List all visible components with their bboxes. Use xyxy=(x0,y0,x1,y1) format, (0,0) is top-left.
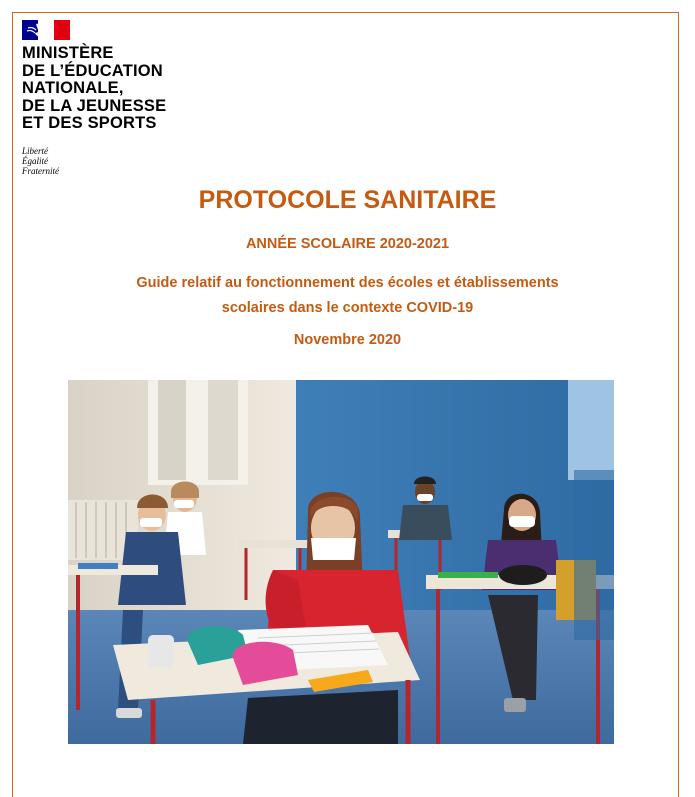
marianne-logo xyxy=(22,20,70,40)
guide-line-2: scolaires dans le contexte COVID-19 xyxy=(221,300,474,316)
motto-fraternite: Fraternité xyxy=(22,166,59,176)
ministry-line: DE LA JEUNESSE xyxy=(22,96,167,115)
ministry-line: DE L’ÉDUCATION xyxy=(22,61,163,80)
motto-liberte: Liberté xyxy=(22,146,48,156)
classroom-photo xyxy=(68,380,614,744)
guide-line-1: Guide relatif au fonctionnement des écoles et établissements xyxy=(136,275,559,291)
motto-egalite: Égalité xyxy=(22,156,48,166)
document-title: PROTOCOLE SANITAIRE xyxy=(198,186,497,214)
ministry-name xyxy=(22,45,166,133)
ministry-line: NATIONALE, xyxy=(22,79,124,97)
ministry-line: MINISTÈRE xyxy=(22,44,114,62)
ministry-line: ET DES SPORTS xyxy=(22,114,157,132)
republic-motto xyxy=(22,146,59,176)
school-year: ANNÉE SCOLAIRE 2020-2021 xyxy=(245,236,450,252)
document-date: Novembre 2020 xyxy=(293,332,402,348)
guide-description xyxy=(0,271,695,321)
